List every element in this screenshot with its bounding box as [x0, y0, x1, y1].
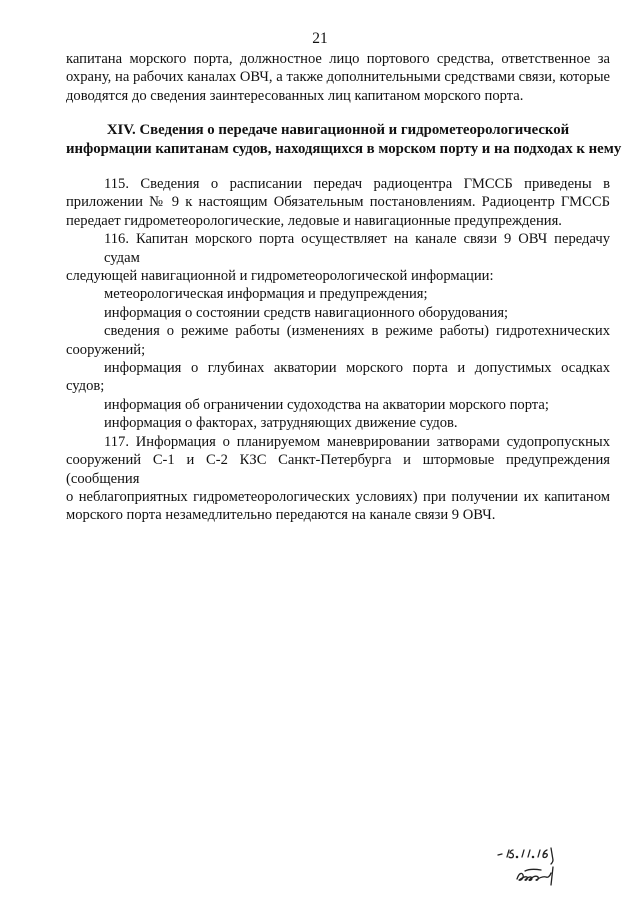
- item-116-line-2: следующей навигационной и гидрометеорологической информации:: [66, 268, 494, 285]
- list-item-depths-line-1: информация о глубинах акватории морского порта и допустимых осадках: [104, 360, 610, 377]
- page-number: 21: [312, 30, 328, 47]
- list-item-meteo: метеорологическая информация и предупреждения;: [104, 286, 428, 303]
- item-116-line-1: 116. Капитан морского порта осуществляет на канале связи 9 ОВЧ передачу судам: [104, 231, 610, 266]
- section-heading: [66, 121, 622, 158]
- section-heading-line-1: XIV. Сведения о передаче навигационной и гидрометеорологической: [106, 122, 570, 138]
- item-117-line-1: 117. Информация о планируемом маневрировании затворами судопропускных: [104, 433, 610, 450]
- list-item-hydro-line-2: сооружений;: [66, 341, 146, 358]
- list-item-depths-line-2: судов;: [66, 378, 105, 395]
- list-item-restrictions: информация об ограничении судоходства на акватории морского порта;: [104, 396, 549, 413]
- item-117-line-3: о неблагоприятных гидрометеорологических условиях) при получении их капитаном: [66, 488, 610, 505]
- item-115-line-3: передает гидрометеорологические, ледовые и навигационные предупреждения.: [66, 212, 562, 229]
- section-heading-line-2: информации капитанам судов, находящихся в морском порту и на подходах к нему: [66, 140, 622, 157]
- section-body: [66, 175, 610, 525]
- item-115-line-2: приложении № 9 к настоящим Обязательным постановлениям. Радиоцентр ГМССБ: [66, 194, 610, 211]
- item-115-line-1: 115. Сведения о расписании передач радиоцентра ГМССБ приведены в: [104, 176, 610, 192]
- item-117-line-2: сооружений С-1 и С-2 КЗС Санкт-Петербурга и штормовые предупреждения (сообщения: [66, 452, 610, 487]
- intro-paragraph: [66, 50, 610, 105]
- list-item-nav-aids: информация о состоянии средств навигационного оборудования;: [104, 304, 509, 321]
- item-117-line-4: морского порта незамедлительно передаются на канале связи 9 ОВЧ.: [66, 507, 496, 524]
- intro-line-1: капитана морского порта, должностное лицо портового средства, ответственное за: [66, 51, 610, 67]
- handwritten-signature: [495, 845, 585, 890]
- list-item-hydro-line-1: сведения о режиме работы (изменениях в режиме работы) гидротехнических: [104, 323, 610, 340]
- intro-line-2: охрану, на рабочих каналах ОВЧ, а также дополнительными средствами связи, которые: [66, 69, 610, 86]
- intro-line-3: доводятся до сведения заинтересованных лиц капитаном морского порта.: [66, 87, 524, 104]
- list-item-factors: информация о факторах, затрудняющих движение судов.: [104, 415, 458, 432]
